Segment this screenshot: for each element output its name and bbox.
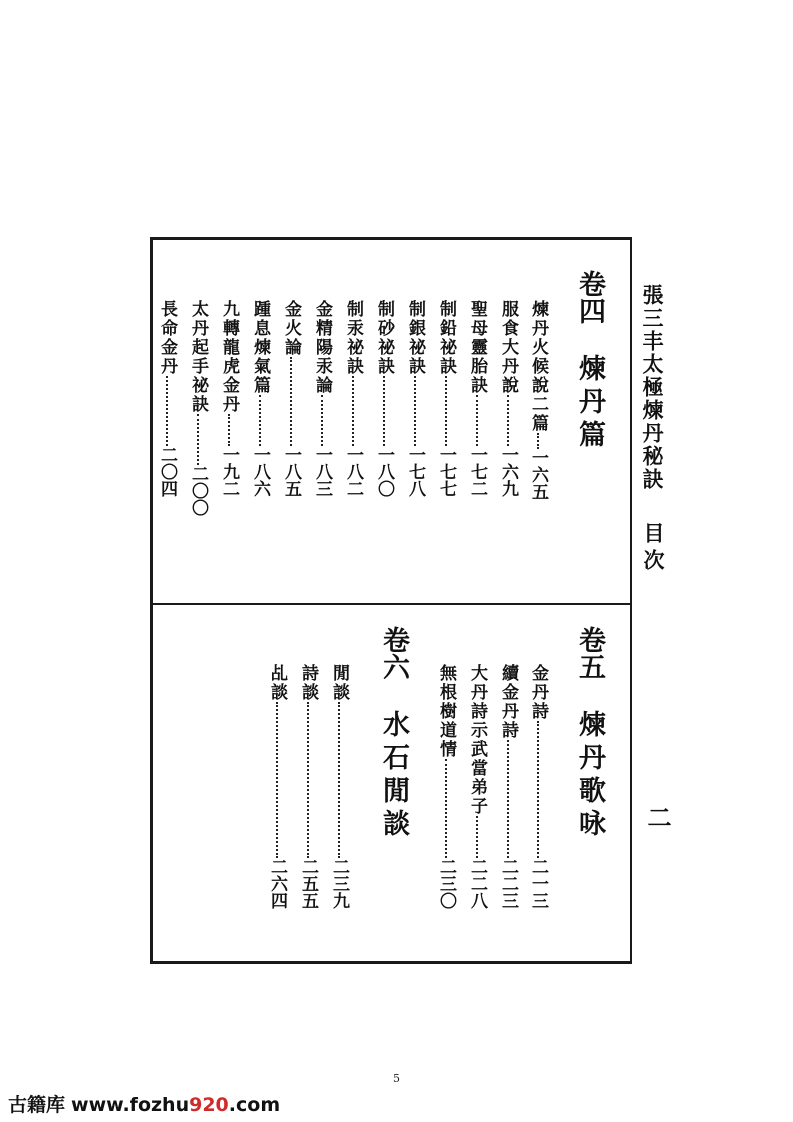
entry-title: 制汞祕訣	[343, 300, 363, 376]
toc-entry[interactable]	[437, 664, 454, 909]
site-name: 古籍库	[8, 1094, 66, 1116]
entry-title: 煉丹火候說二篇	[528, 300, 548, 433]
entry-title: 金火論	[281, 300, 301, 357]
toc-entry[interactable]	[437, 300, 454, 497]
entry-title: 續金丹詩	[498, 664, 518, 740]
entry-page: 二五五	[298, 858, 318, 909]
entry-page: 一八六	[250, 446, 270, 497]
leader-dots	[476, 816, 478, 858]
toc-entry[interactable]	[406, 300, 423, 497]
leader-dots	[507, 740, 509, 858]
entry-page: 一八五	[281, 446, 301, 497]
leader-dots	[166, 376, 168, 446]
entry-page: 二〇〇	[188, 465, 208, 516]
volume-title: 煉丹歌咏	[574, 710, 605, 842]
toc-entry[interactable]	[344, 300, 361, 497]
entry-page: 二〇四	[157, 446, 177, 497]
entry-title: 無根樹道情	[436, 664, 456, 759]
entry-page: 一八三	[312, 446, 332, 497]
toc-entry[interactable]	[313, 300, 330, 497]
leader-dots	[276, 702, 278, 858]
site-url-suffix: .com	[228, 1094, 281, 1116]
entry-title: 制鉛祕訣	[436, 300, 456, 376]
section-divider	[150, 603, 632, 605]
volume-number: 卷四	[574, 270, 605, 324]
leader-dots	[321, 395, 323, 446]
entry-page: 一六五	[528, 449, 548, 500]
toc-entry[interactable]	[375, 300, 392, 497]
entry-page: 二一三	[528, 858, 548, 909]
toc-entry[interactable]	[251, 300, 268, 497]
leader-dots	[352, 376, 354, 446]
entry-page: 一六九	[498, 446, 518, 497]
entry-title: 閒談	[329, 664, 349, 702]
toc-entry[interactable]	[220, 300, 237, 497]
leader-dots	[228, 414, 230, 446]
site-footer[interactable]	[8, 1090, 280, 1117]
leader-dots	[414, 376, 416, 446]
entry-title: 乩談	[267, 664, 287, 702]
toc-entry[interactable]	[282, 300, 299, 497]
entry-title: 制銀祕訣	[405, 300, 425, 376]
toc-entry[interactable]	[468, 664, 485, 909]
entry-page: 一九二	[219, 446, 239, 497]
entry-title: 金丹詩	[528, 664, 548, 721]
volume-heading	[576, 626, 603, 842]
toc-entry[interactable]	[499, 300, 516, 497]
entry-title: 金精陽汞論	[312, 300, 332, 395]
entry-page: 二二八	[467, 858, 487, 909]
leader-dots	[197, 414, 199, 465]
leader-dots	[290, 357, 292, 446]
entry-title: 詩談	[298, 664, 318, 702]
entry-page: 二三九	[329, 858, 349, 909]
entry-page: 一七七	[436, 446, 456, 497]
toc-entry[interactable]	[189, 300, 206, 516]
leader-dots	[537, 721, 539, 858]
entry-page: 二三〇	[436, 858, 456, 909]
leader-dots	[383, 376, 385, 446]
entry-title: 大丹詩示武當弟子	[467, 664, 487, 816]
folio-number: 二	[643, 805, 672, 829]
entry-title: 服食大丹說	[498, 300, 518, 395]
leader-dots	[445, 376, 447, 446]
entry-title: 聖母靈胎訣	[467, 300, 487, 395]
entry-title: 九轉龍虎金丹	[219, 300, 239, 414]
volume-number: 卷六	[378, 626, 409, 680]
toc-entry[interactable]	[529, 664, 546, 909]
leader-dots	[537, 433, 539, 449]
leader-dots	[259, 395, 261, 446]
page-number: 5	[393, 1072, 400, 1085]
entry-title: 長命金丹	[157, 300, 177, 376]
volume-heading	[380, 626, 407, 842]
entry-title: 太丹起手祕訣	[188, 300, 208, 414]
site-url-accent: 920	[189, 1094, 229, 1116]
leader-dots	[307, 702, 309, 858]
leader-dots	[445, 759, 447, 858]
toc-entry[interactable]	[158, 300, 175, 497]
volume-number: 卷五	[574, 626, 605, 680]
site-url-prefix: www.fozhu	[71, 1094, 190, 1116]
entry-page: 二六四	[267, 858, 287, 909]
entry-page: 一七八	[405, 446, 425, 497]
volume-title: 煉丹篇	[574, 354, 605, 453]
toc-entry[interactable]	[529, 300, 546, 500]
section-label: 目次	[641, 522, 666, 576]
entry-title: 踵息煉氣篇	[250, 300, 270, 395]
volume-heading	[576, 270, 603, 453]
toc-entry[interactable]	[299, 664, 316, 909]
toc-entry[interactable]	[268, 664, 285, 909]
toc-entry[interactable]	[499, 664, 516, 909]
running-title: 張三丰太極煉丹秘訣	[640, 284, 665, 491]
leader-dots	[476, 395, 478, 446]
volume-title: 水石閒談	[378, 710, 409, 842]
toc-entry[interactable]	[468, 300, 485, 497]
entry-title: 制砂祕訣	[374, 300, 394, 376]
leader-dots	[507, 395, 509, 446]
entry-page: 一八二	[343, 446, 363, 497]
entry-page: 一七二	[467, 446, 487, 497]
entry-page: 二二三	[498, 858, 518, 909]
entry-page: 一八〇	[374, 446, 394, 497]
leader-dots	[338, 702, 340, 858]
toc-entry[interactable]	[330, 664, 347, 909]
